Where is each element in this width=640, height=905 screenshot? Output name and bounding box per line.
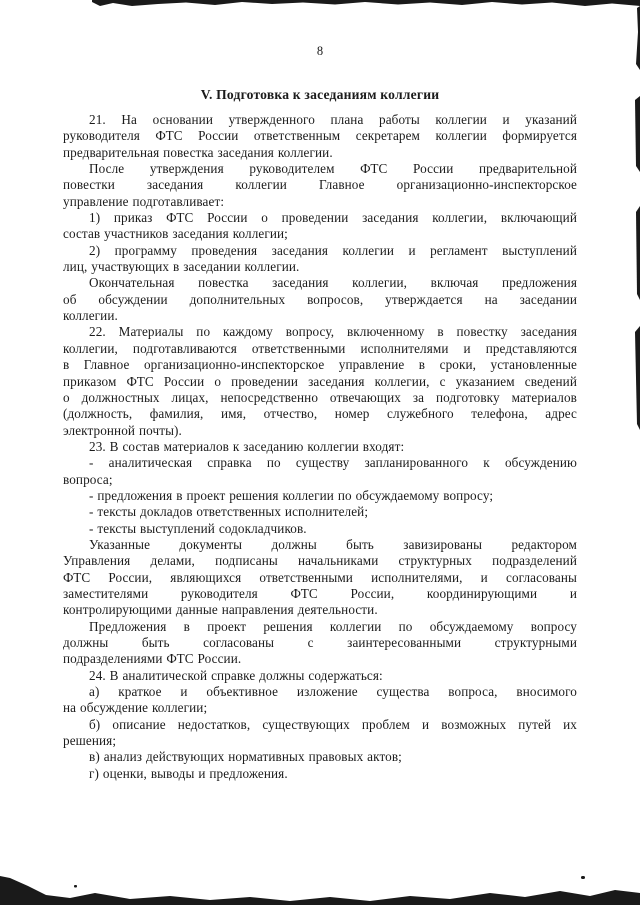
text-line: г) оценки, выводы и предложения. [89,765,288,781]
text-line: 22. Материалы по каждому вопросу, включенному в повестку заседания [89,324,577,340]
text-line: приказом ФТС России о проведении заседания коллегии, с указанием сведений [63,373,577,389]
text-line: - тексты выступлений содокладчиков. [89,520,307,536]
paragraph [63,521,577,537]
scan-artifact-bottom-edge [0,876,640,905]
text-line: в Главное организационно-инспекторское управление в сроки, установленные [63,357,577,373]
text-line: а) краткое и объективное изложение существа вопроса, вносимого [89,684,577,700]
paragraph [63,619,577,668]
section-heading: V. Подготовка к заседаниям коллегии [200,87,440,102]
scan-artifact-right-edge [636,206,640,300]
text-line: в) анализ действующих нормативных правовых актов; [89,749,402,765]
text-line: - тексты докладов ответственных исполнителей; [89,504,369,520]
scan-speck [74,885,77,888]
paragraph [63,324,577,438]
paragraph [63,717,577,750]
text-line: подразделениями ФТС России. [63,651,242,667]
paragraph [63,112,577,161]
paragraph [63,161,577,210]
text-line: состав участников заседания коллегии; [63,226,288,242]
text-line: Указанные документы должны быть завизированы редактором [89,536,577,552]
paragraph [63,210,577,243]
text-line: повестки заседания коллегии Главное организационно-инспекторское [63,177,577,193]
paragraph [63,455,577,488]
paragraph [63,766,577,782]
scan-artifact-right-edge [635,326,640,430]
text-line: коллегии. [63,308,118,324]
text-line: б) описание недостатков, существующих проблем и возможных путей их [89,716,577,732]
text-line: коллегии, подготавливаются ответственными исполнителями и представляются [63,340,577,356]
page-number: 8 [316,44,324,58]
text-line: Окончательная повестка заседания коллегии, включая предложения [89,275,577,291]
paragraph [63,275,577,324]
scan-speck [581,876,585,879]
text-line: руководителя ФТС России ответственным секретарем коллегии формируется [63,128,577,144]
text-line: должны быть согласованы с заинтересованными структурными [63,635,577,650]
text-line: 2) программу проведения заседания коллегии и регламент выступлений [89,242,577,258]
scan-artifact-right-edge [636,6,640,70]
text-line: предварительная повестка заседания коллегии. [63,144,333,160]
paragraph [63,504,577,520]
text-line: 24. В аналитической справке должны содержаться: [89,667,383,683]
text-line: решения; [63,733,117,749]
text-line: 23. В состав материалов к заседанию коллегии входят: [89,438,405,454]
text-line: электронной почты). [63,422,182,438]
text-line: - предложения в проект решения коллегии по обсуждаемому вопросу; [89,487,494,503]
document-body [63,112,577,782]
text-line: ФТС России, являющихся ответственными исполнителями, и согласованы [63,569,577,585]
text-line: управление подготавливает: [63,193,225,209]
text-line: о должностных лицах, непосредственно отвечающих за подготовку материалов [63,389,577,405]
paragraph [63,668,577,684]
paragraph [63,243,577,276]
paragraph [63,488,577,504]
text-line: об обсуждении дополнительных вопросов, утверждается на заседании [63,291,577,307]
text-line: Предложения в проект решения коллегии по обсуждаемому вопросу [89,618,577,634]
paragraph [63,439,577,455]
text-line: заместителями руководителя ФТС России, координирующими и [63,585,577,601]
scan-artifact-right-edge [635,96,640,172]
text-line: После утверждения руководителем ФТС России предварительной [89,161,577,177]
text-line: лиц, участвующих в заседании коллегии. [63,259,300,275]
text-line: 1) приказ ФТС России о проведении заседания коллегии, включающий [89,210,577,226]
paragraph [63,537,577,619]
text-line: Управления делами, подписаны начальниками структурных подразделений [63,553,577,569]
text-line: контролирующими данные направления деятельности. [63,602,378,618]
paragraph [63,684,577,717]
scan-artifact-top-edge [92,0,640,6]
paragraph [63,749,577,765]
text-line: - аналитическая справка по существу запланированного к обсуждению [89,455,577,471]
text-line: на обсуждение коллегии; [63,700,208,716]
text-line: 21. На основании утвержденного плана работы коллегии и указаний [89,112,577,127]
text-line: вопроса; [63,471,113,487]
text-line: (должность, фамилия, имя, отчество, номер служебного телефона, адрес [63,406,577,422]
